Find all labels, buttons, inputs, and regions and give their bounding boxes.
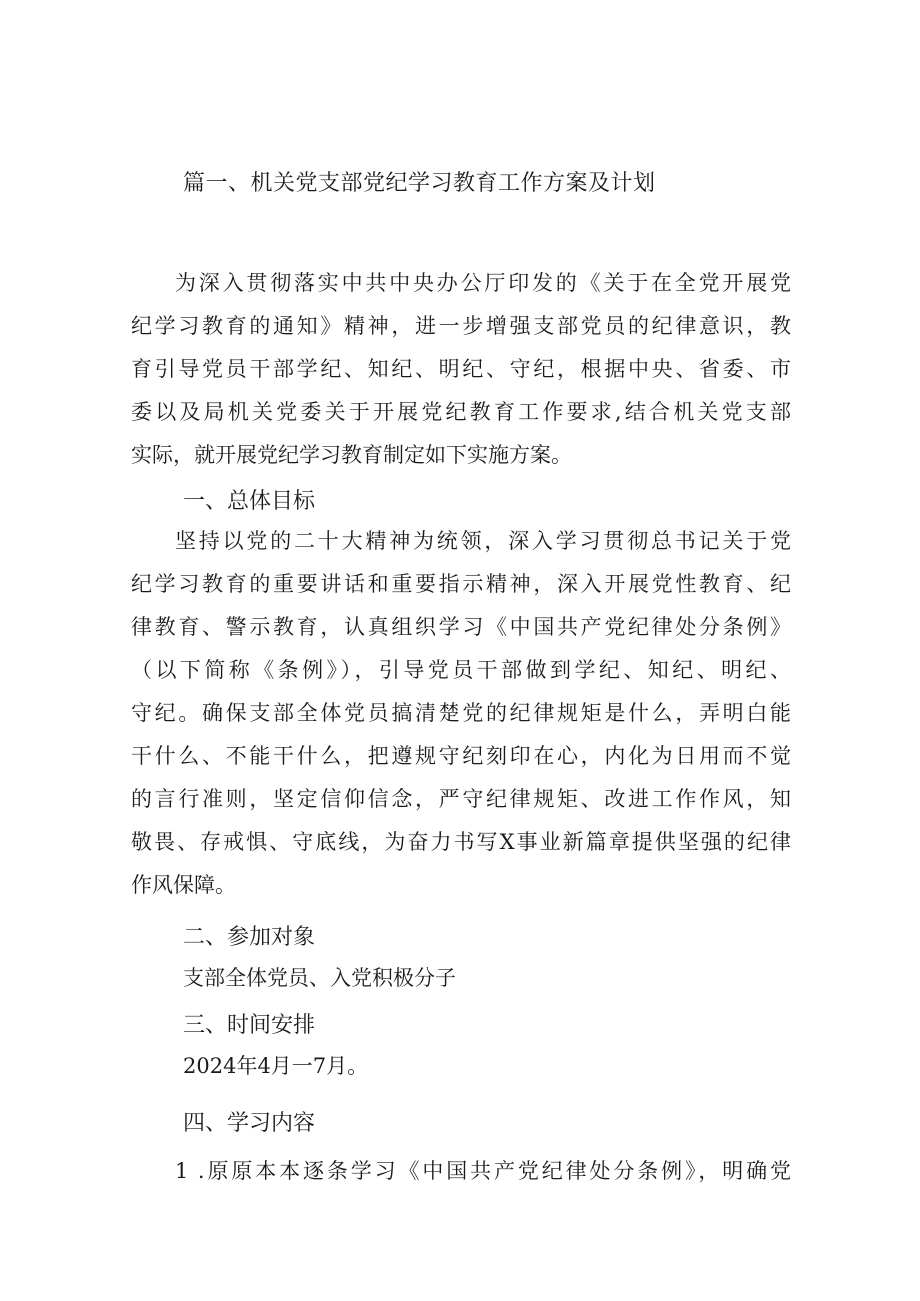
participants-text: 支部全体党员、入党积极分子 — [183, 966, 456, 990]
document-title: 篇一、机关党支部党纪学习教育工作方案及计划 — [183, 171, 656, 196]
content-item-1 — [131, 1150, 791, 1193]
intro-line: 纪学习教育的通知》精神，进一步增强支部党员的纪律意识，教 — [131, 314, 791, 338]
content-item-line: 1 .原原本本逐条学习《中国共产党纪律处分条例》，明确党 — [175, 1159, 791, 1183]
goals-line: 守纪。确保支部全体党员搞清楚党的纪律规矩是什么，弄明白能 — [131, 701, 791, 725]
goals-line: 作风保障。 — [131, 873, 236, 897]
section-heading-schedule: 三、时间安排 — [183, 1013, 316, 1038]
section-heading-goals: 一、总体目标 — [183, 489, 316, 514]
section-goals-paragraph — [131, 520, 791, 907]
goals-line: 敬畏、存戒惧、守底线，为奋力书写X事业新篇章提供坚强的纪律 — [131, 830, 791, 854]
intro-paragraph — [131, 262, 791, 477]
intro-line: 实际，就开展党纪学习教育制定如下实施方案。 — [131, 443, 572, 467]
schedule-text: 2024年4月一7月。 — [183, 1054, 369, 1078]
intro-line: 育引导党员干部学纪、知纪、明纪、守纪，根据中央、省委、市 — [131, 357, 791, 381]
goals-line: 的言行准则，坚定信仰信念，严守纪律规矩、改进工作作风，知 — [131, 787, 791, 811]
intro-line: 为深入贯彻落实中共中央办公厅印发的《关于在全党开展党 — [175, 271, 791, 295]
goals-line: 干什么、不能干什么，把遵规守纪刻印在心，内化为日用而不觉 — [131, 744, 791, 768]
section-heading-participants: 二、参加对象 — [183, 925, 316, 950]
intro-line: 委以及局机关党委关于开展党纪教育工作要求,结合机关党支部 — [131, 400, 791, 424]
goals-line: 纪学习教育的重要讲话和重要指示精神，深入开展党性教育、纪 — [131, 572, 791, 596]
goals-line: （以下简称《条例》），引导党员干部做到学纪、知纪、明纪、 — [131, 658, 791, 682]
goals-line: 律教育、警示教育，认真组织学习《中国共产党纪律处分条例》 — [131, 615, 791, 639]
goals-line: 坚持以党的二十大精神为统领，深入学习贯彻总书记关于党 — [175, 529, 791, 553]
section-heading-content: 四、学习内容 — [183, 1111, 316, 1136]
